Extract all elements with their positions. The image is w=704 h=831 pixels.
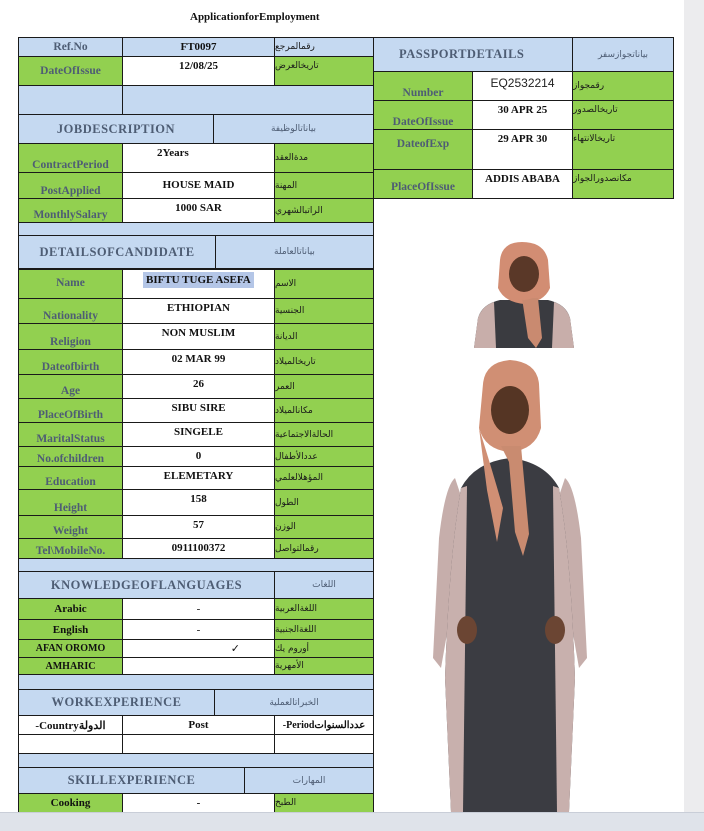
children-label: No.ofchildren xyxy=(18,446,123,467)
ref-no-label: Ref.No xyxy=(18,37,123,57)
bottom-status-bar xyxy=(0,812,704,831)
passport-exp-arabic: تاريخالانتهاء xyxy=(572,129,674,170)
education-label: Education xyxy=(18,466,123,490)
work-row-country xyxy=(18,734,123,754)
passport-number-value: EQ2532214 xyxy=(472,71,573,101)
passport-place-arabic: مكانصدورالجواز xyxy=(572,169,674,199)
language-arabic-level: - xyxy=(122,598,275,620)
work-experience-heading: WORKEXPERIENCE xyxy=(18,689,215,716)
monthly-salary-value: 1000 SAR xyxy=(122,198,275,223)
candidate-full-body-photo xyxy=(405,358,615,812)
religion-label: Religion xyxy=(18,323,123,350)
post-applied-label: PostApplied xyxy=(18,172,123,199)
spacer-row xyxy=(18,753,374,768)
contract-period-label: ContractPeriod xyxy=(18,143,123,173)
languages-heading: KNOWLEDGEOFLANGUAGES xyxy=(18,571,275,599)
skill-value: - xyxy=(122,793,275,812)
candidate-portrait-photo xyxy=(460,238,588,348)
candidate-details-heading-arabic: بياناتالعاملة xyxy=(215,235,374,269)
contract-period-arabic: مدةالعقد xyxy=(274,143,374,173)
education-value: ELEMETARY xyxy=(122,466,275,490)
passport-exp-value: 29 APR 30 xyxy=(472,129,573,170)
language-amharic-arabic: الأمهرية xyxy=(274,657,374,675)
height-arabic: الطول xyxy=(274,489,374,516)
spacer-row xyxy=(18,558,374,572)
work-row-post xyxy=(122,734,275,754)
children-arabic: عددالأطفال xyxy=(274,446,374,467)
passport-place-label: PlaceOfIssue xyxy=(373,169,473,199)
work-row-period xyxy=(274,734,374,754)
contract-period-value: 2Years xyxy=(122,143,275,173)
skill-arabic: الطبخ xyxy=(274,793,374,812)
vertical-scrollbar[interactable] xyxy=(684,0,704,812)
skill-label: Cooking xyxy=(18,793,123,812)
work-country-header: -Countryالدولة xyxy=(18,715,123,735)
weight-label: Weight xyxy=(18,515,123,539)
candidate-name-text[interactable]: BIFTU TUGE ASEFA xyxy=(143,272,254,288)
date-of-issue-label: DateOfIssue xyxy=(18,56,123,86)
age-value: 26 xyxy=(122,374,275,399)
passport-issue-arabic: تاريخالصدور xyxy=(572,100,674,130)
marital-status-label: MaritalStatus xyxy=(18,422,123,447)
passport-details-heading: PASSPORTDETAILS xyxy=(373,37,573,72)
weight-value: 57 xyxy=(122,515,275,539)
language-afan-oromo-label: AFAN OROMO xyxy=(18,639,123,658)
marital-status-arabic: الحالةالاجتماعية xyxy=(274,422,374,447)
languages-heading-arabic: اللغات xyxy=(274,571,374,599)
passport-number-label: Number xyxy=(373,71,473,101)
language-english-arabic: اللغةالجنبية xyxy=(274,619,374,640)
date-of-birth-value: 02 MAR 99 xyxy=(122,349,275,375)
nationality-label: Nationality xyxy=(18,298,123,324)
passport-place-value: ADDIS ABABA xyxy=(472,169,573,199)
language-arabic-arabic: اللغةالعربية xyxy=(274,598,374,620)
language-english-label: English xyxy=(18,619,123,640)
mobile-value: 0911100372 xyxy=(122,538,275,559)
post-applied-arabic: المهنة xyxy=(274,172,374,199)
language-amharic-level xyxy=(122,657,275,675)
work-experience-heading-arabic: الخبراتالعملية xyxy=(214,689,374,716)
job-description-heading: JOBDESCRIPTION xyxy=(18,114,214,144)
post-applied-value: HOUSE MAID xyxy=(122,172,275,199)
age-arabic: العمر xyxy=(274,374,374,399)
date-of-issue-arabic: تاريخالعرض xyxy=(274,56,374,86)
passport-details-heading-arabic: بياناتجوازسفر xyxy=(572,37,674,72)
form-title: ApplicationforEmployment xyxy=(190,11,320,23)
children-value: 0 xyxy=(122,446,275,467)
spacer-row xyxy=(122,85,374,115)
monthly-salary-arabic: الراتبالشهري xyxy=(274,198,374,223)
date-of-issue-value: 12/08/25 xyxy=(122,56,275,86)
mobile-label: Tel\MobileNo. xyxy=(18,538,123,559)
height-value: 158 xyxy=(122,489,275,516)
language-afan-oromo-level: ✓ xyxy=(122,639,275,658)
religion-value: NON MUSLIM xyxy=(122,323,275,350)
marital-status-value: SINGELE xyxy=(122,422,275,447)
passport-number-arabic: رقمجواز xyxy=(572,71,674,101)
ref-no-value: FT0097 xyxy=(122,37,275,57)
nationality-value: ETHIOPIAN xyxy=(122,298,275,324)
ref-no-arabic: رقمالمرجع xyxy=(274,37,374,57)
name-label: Name xyxy=(18,269,123,299)
language-arabic-label: Arabic xyxy=(18,598,123,620)
spacer-row xyxy=(18,85,123,115)
spacer-row xyxy=(18,674,374,690)
place-of-birth-arabic: مكانالميلاد xyxy=(274,398,374,423)
candidate-details-heading: DETAILSOFCANDIDATE xyxy=(18,235,216,269)
mobile-arabic: رقمالتواصل xyxy=(274,538,374,559)
name-arabic: الاسم xyxy=(274,269,374,299)
name-value xyxy=(122,269,275,299)
place-of-birth-value: SIBU SIRE xyxy=(122,398,275,423)
education-arabic: المؤهلالعلمي xyxy=(274,466,374,490)
passport-exp-label: DateofExp xyxy=(373,129,473,170)
nationality-arabic: الجنسية xyxy=(274,298,374,324)
monthly-salary-label: MonthlySalary xyxy=(18,198,123,223)
passport-issue-value: 30 APR 25 xyxy=(472,100,573,130)
skill-experience-heading: SKILLEXPERIENCE xyxy=(18,767,245,794)
language-english-level: - xyxy=(122,619,275,640)
work-period-header: -Periodعددالسنوات xyxy=(274,715,374,735)
language-amharic-label: AMHARIC xyxy=(18,657,123,675)
religion-arabic: الديانة xyxy=(274,323,374,350)
job-description-heading-arabic: بياناتالوظيفة xyxy=(213,114,374,144)
skill-experience-heading-arabic: المهارات xyxy=(244,767,374,794)
passport-issue-label: DateOfIssue xyxy=(373,100,473,130)
place-of-birth-label: PlaceOfBirth xyxy=(18,398,123,423)
date-of-birth-label: Dateofbirth xyxy=(18,349,123,375)
language-afan-oromo-arabic: أوروم يك xyxy=(274,639,374,658)
age-label: Age xyxy=(18,374,123,399)
date-of-birth-arabic: تاريخالميلاد xyxy=(274,349,374,375)
height-label: Height xyxy=(18,489,123,516)
weight-arabic: الوزن xyxy=(274,515,374,539)
work-post-header: Post xyxy=(122,715,275,735)
spacer-row xyxy=(18,222,374,236)
